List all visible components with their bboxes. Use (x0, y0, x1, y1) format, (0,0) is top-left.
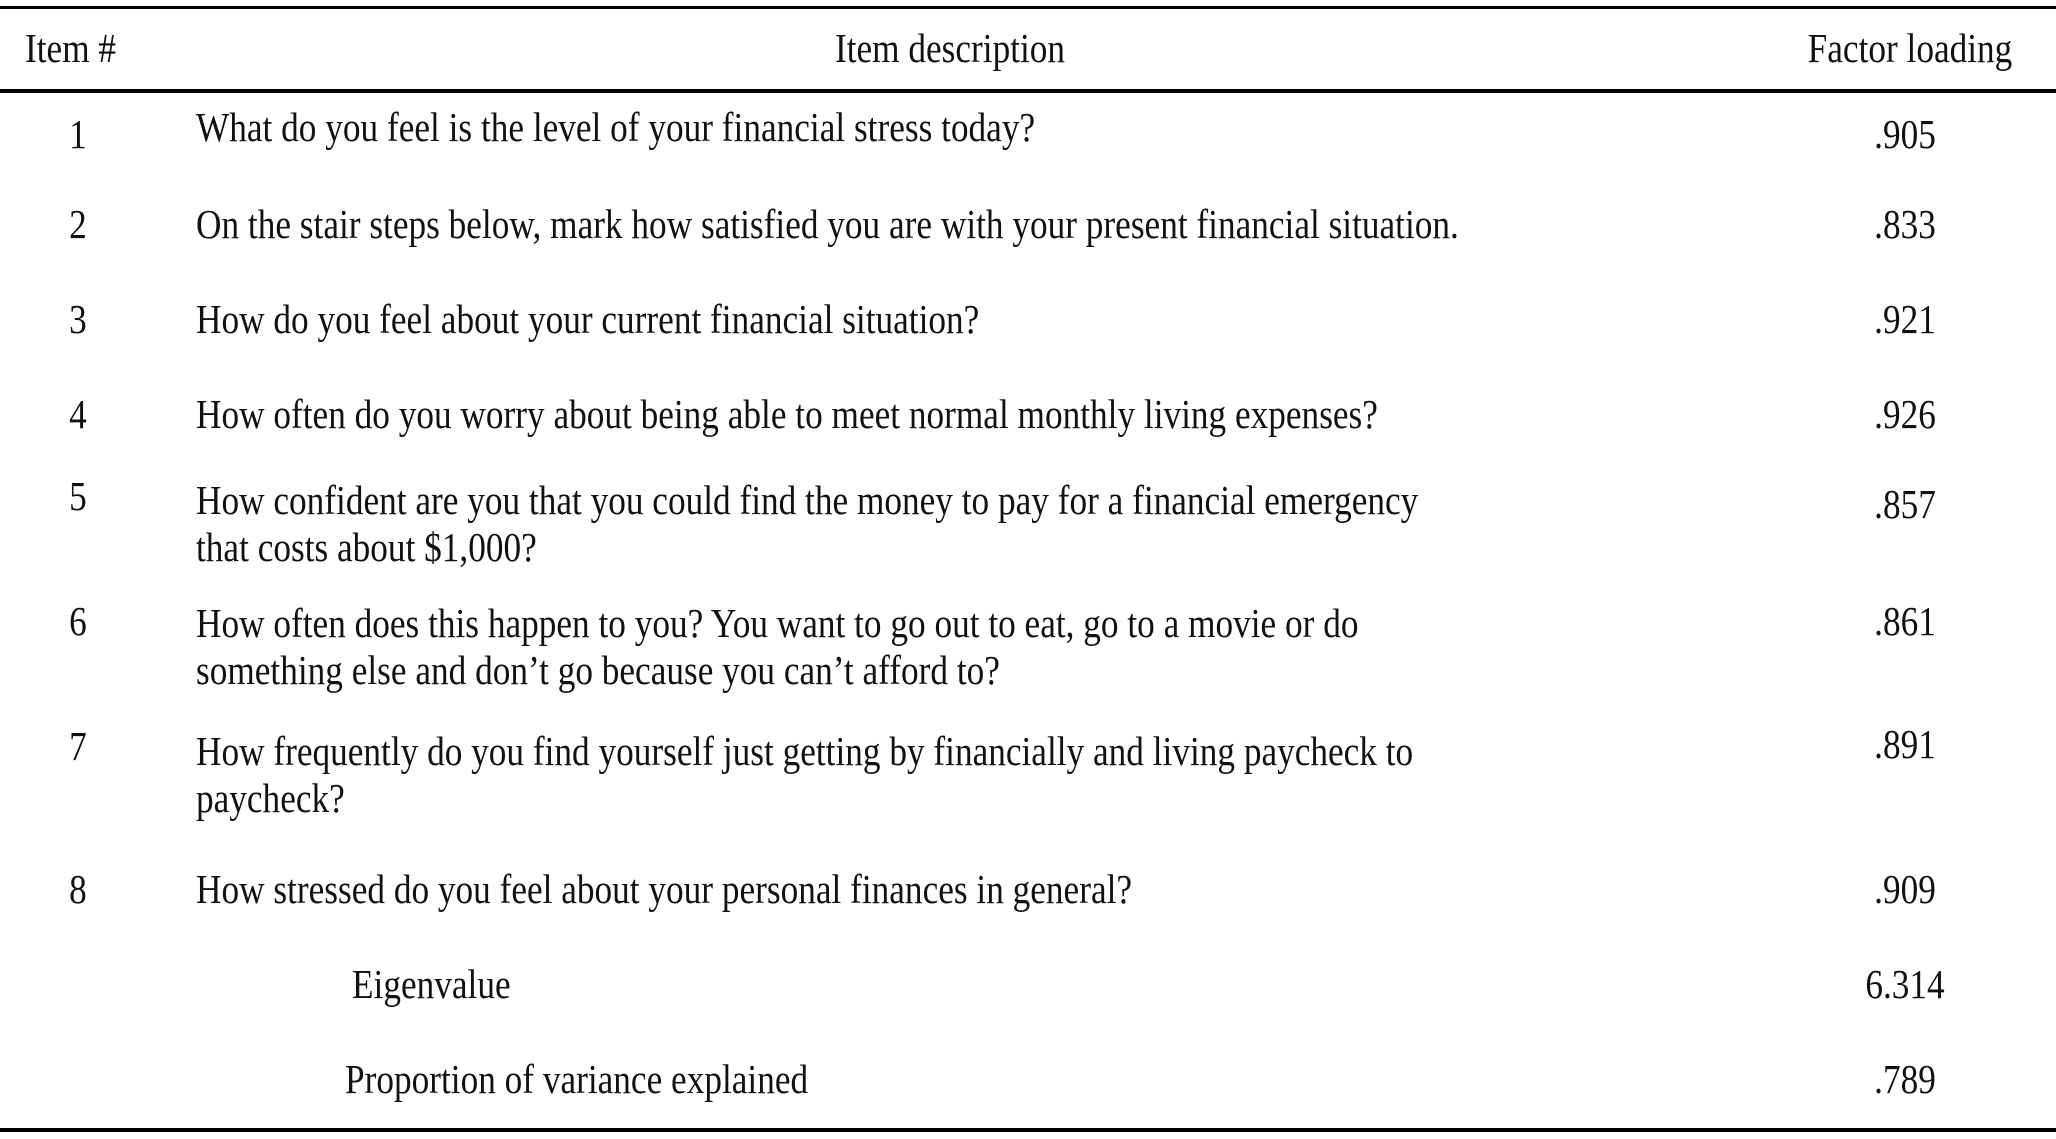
item-number: 7 (69, 723, 87, 769)
item-description-line-2: that costs about $1,000? (196, 524, 537, 570)
factor-loading-value: .891 (1874, 721, 1936, 767)
item-description-line-1: How frequently do you find yourself just getting by financially and living paycheck to (196, 728, 1414, 774)
factor-loading-value: .857 (1874, 481, 1936, 527)
item-description-line-2: paycheck? (196, 775, 345, 821)
item-number: 8 (69, 866, 87, 912)
item-number: 4 (69, 391, 87, 437)
item-description: How do you feel about your current financial situation? (196, 296, 980, 342)
summary-label: Proportion of variance explained (345, 1056, 809, 1102)
item-description: On the stair steps below, mark how satisfied you are with your present financial situation. (196, 201, 1459, 247)
factor-loading-value: .921 (1874, 296, 1936, 342)
header-item-description: Item description (834, 25, 1066, 71)
item-number: 5 (69, 473, 87, 519)
factor-loading-value: .926 (1874, 391, 1936, 437)
item-description: How stressed do you feel about your personal finances in general? (196, 866, 1133, 912)
header-item-number: Item # (25, 25, 117, 71)
summary-value: 6.314 (1865, 961, 1945, 1007)
item-description: How often do you worry about being able to meet normal monthly living expenses? (196, 391, 1378, 437)
item-description-line-2: something else and don’t go because you can’t afford to? (196, 647, 1000, 693)
table-top-rule (0, 6, 2056, 9)
item-description-line-1: How confident are you that you could find the money to pay for a financial emergency (196, 477, 1419, 523)
summary-label: Eigenvalue (352, 961, 511, 1007)
factor-loading-value: .861 (1874, 598, 1936, 644)
item-description-line-1: How often does this happen to you? You want to go out to eat, go to a movie or do (196, 600, 1359, 646)
item-description: What do you feel is the level of your financial stress today? (196, 104, 1036, 150)
summary-value: .789 (1874, 1056, 1936, 1102)
item-number: 3 (69, 296, 87, 342)
factor-loading-value: .905 (1874, 111, 1936, 157)
table-header-rule (0, 89, 2056, 93)
factor-loading-value: .833 (1874, 201, 1936, 247)
factor-loading-value: .909 (1874, 866, 1936, 912)
item-number: 1 (69, 111, 87, 157)
item-number: 6 (69, 598, 87, 644)
item-number: 2 (69, 201, 87, 247)
table-bottom-rule (0, 1128, 2056, 1132)
header-factor-loading: Factor loading (1807, 25, 2013, 71)
